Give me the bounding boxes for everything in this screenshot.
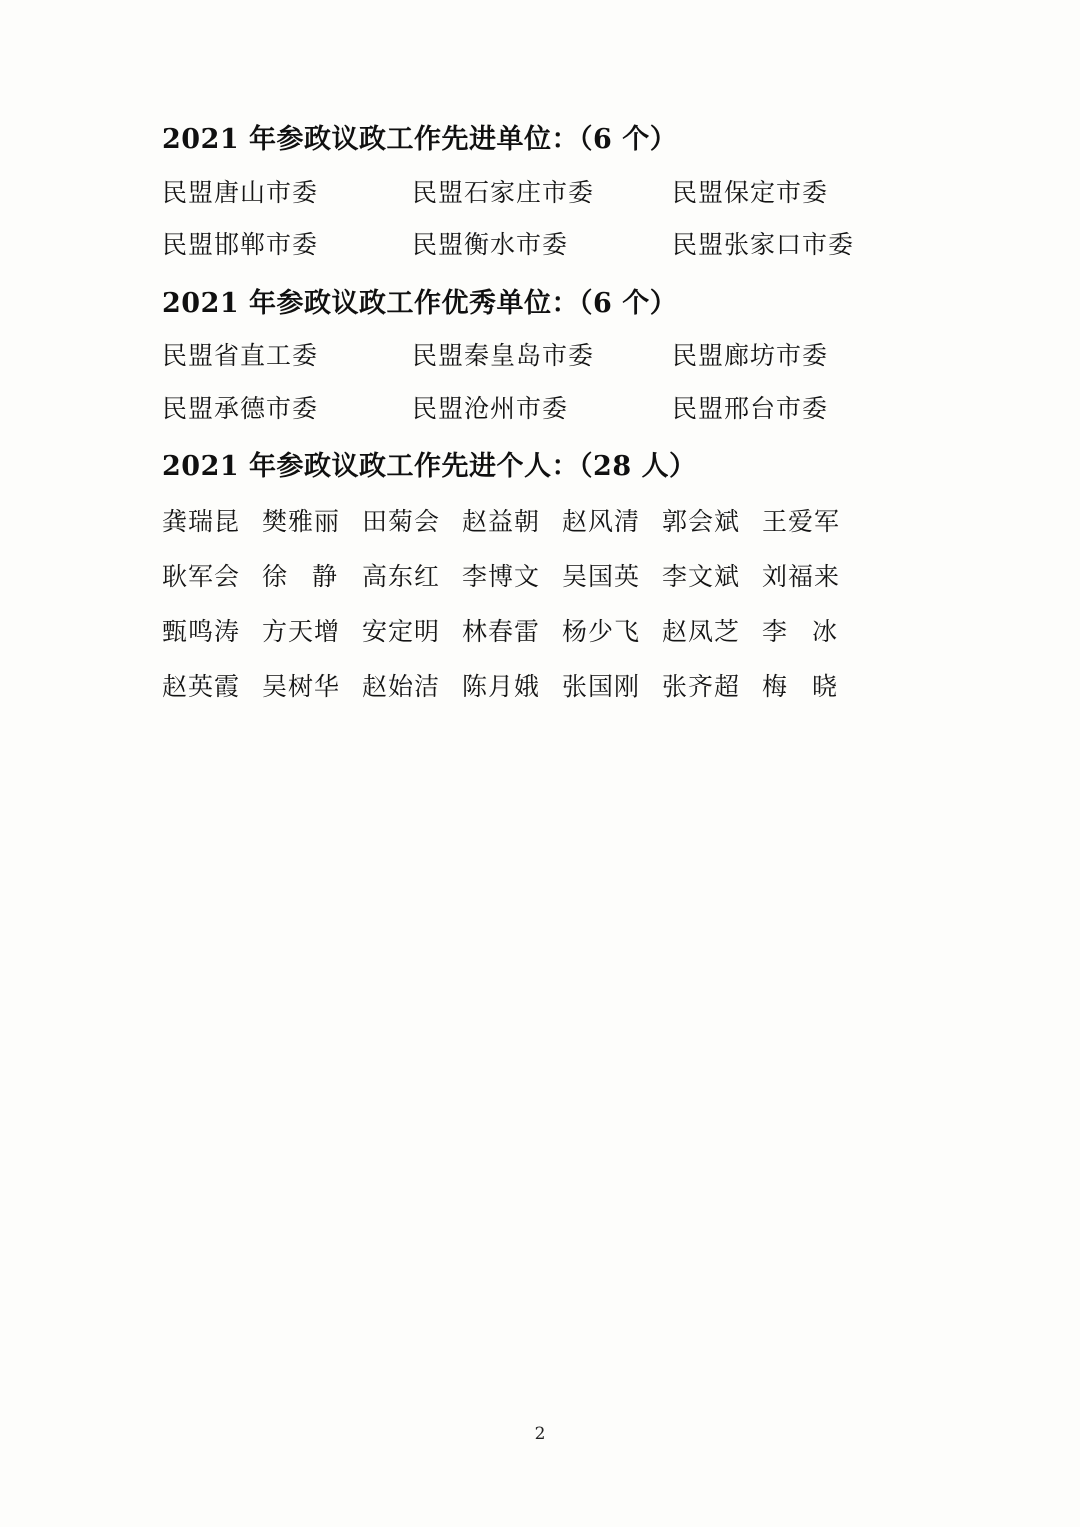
person-name: 刘福来 (762, 561, 841, 591)
unit-row (162, 330, 922, 383)
unit-name: 民盟承德市委 (162, 393, 319, 423)
unit-name: 民盟省直工委 (162, 341, 319, 370)
section-heading-advanced-individuals: 2021 年参政议政工作先进个人：（28 人） (162, 451, 697, 482)
person-name: 龚瑞昆 (162, 506, 241, 536)
person-name: 王爱军 (762, 506, 841, 536)
page-number: 2 (534, 1424, 546, 1444)
unit-name: 民盟廊坊市委 (672, 341, 829, 370)
person-name: 田菊会 (362, 506, 441, 536)
name-row (162, 604, 922, 659)
person-name: 梅 晓 (762, 671, 838, 701)
unit-row (162, 167, 922, 220)
person-name: 张齐超 (662, 671, 741, 701)
person-name: 李博文 (462, 561, 541, 591)
person-name: 李 冰 (762, 616, 838, 646)
unit-row (162, 219, 922, 272)
person-name: 陈月娥 (462, 671, 541, 701)
section-heading-excellent-units: 2021 年参政议政工作优秀单位：（6 个） (162, 287, 678, 319)
person-name: 吴国英 (562, 561, 641, 591)
person-name: 郭会斌 (662, 506, 741, 536)
person-name: 安定明 (362, 616, 441, 646)
person-name: 樊雅丽 (262, 506, 341, 536)
person-name: 李文斌 (662, 561, 741, 591)
person-name: 杨少飞 (562, 616, 641, 646)
unit-name: 民盟秦皇岛市委 (412, 341, 595, 370)
document-content (162, 120, 922, 714)
unit-name: 民盟石家庄市委 (412, 177, 595, 207)
unit-row (162, 383, 922, 436)
person-name: 赵风清 (562, 506, 641, 536)
unit-name: 民盟邢台市委 (672, 393, 829, 423)
person-name: 高东红 (362, 561, 441, 591)
person-name: 张国刚 (562, 671, 641, 701)
person-name: 赵英霞 (162, 671, 241, 701)
person-name: 林春雷 (462, 616, 541, 646)
person-name: 赵凤芝 (662, 616, 741, 646)
person-name: 赵益朝 (462, 506, 541, 536)
person-name: 徐 静 (262, 561, 338, 591)
person-name: 吴树华 (262, 671, 341, 701)
name-row (162, 549, 922, 604)
unit-name: 民盟保定市委 (672, 177, 829, 207)
unit-name: 民盟张家口市委 (672, 230, 855, 259)
person-name: 方天增 (262, 616, 341, 646)
person-name: 赵始洁 (362, 671, 441, 701)
unit-name: 民盟沧州市委 (412, 393, 569, 423)
unit-name: 民盟邯郸市委 (162, 230, 319, 259)
person-name: 甄鸣涛 (162, 616, 241, 646)
person-name: 耿军会 (162, 561, 241, 591)
unit-name: 民盟衡水市委 (412, 230, 569, 259)
unit-name: 民盟唐山市委 (162, 177, 319, 207)
name-row (162, 494, 922, 549)
name-row (162, 659, 922, 714)
section-heading-advanced-units: 2021 年参政议政工作先进单位：（6 个） (162, 124, 678, 155)
